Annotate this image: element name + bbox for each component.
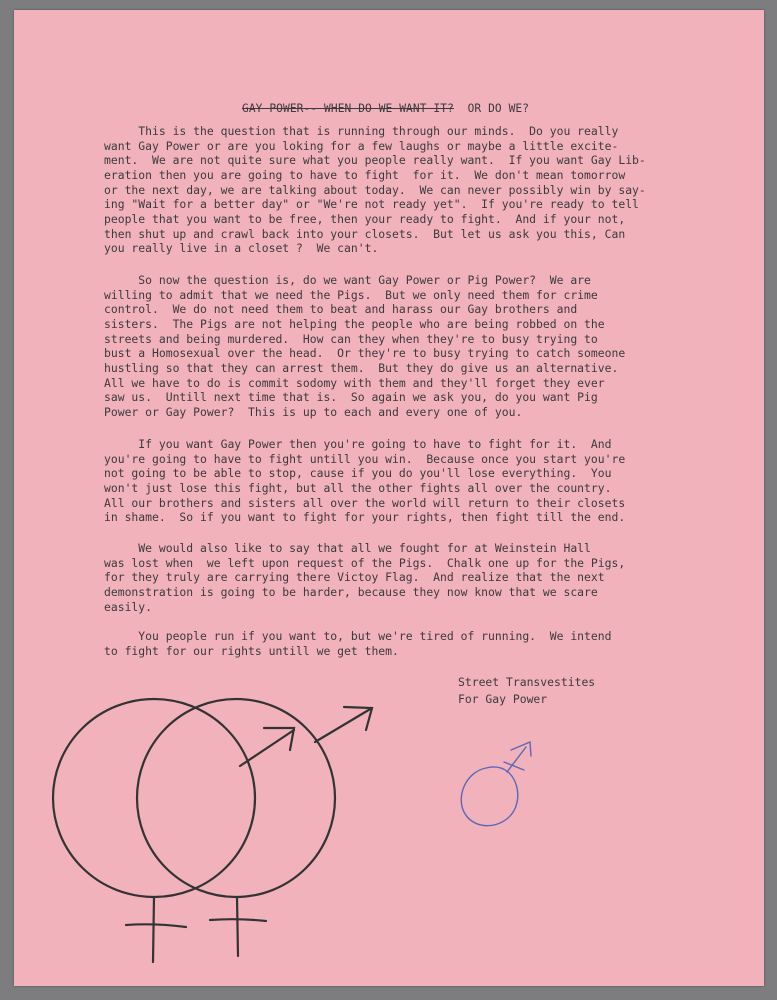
female-symbol-icon — [53, 699, 294, 962]
text-line: control. We do not need them to beat and harass our Gay brothers and — [104, 302, 578, 317]
flyer-page — [14, 10, 764, 986]
text-line: you really live in a closet ? We can't. — [104, 241, 379, 256]
text-line: then shut up and crawl back into your closets. But let us ask you this, Can — [104, 226, 626, 241]
text-line: for they truly are carrying there Victoy Flag. And realize that the next — [104, 570, 605, 585]
text-line: won't just lose this fight, but all the other fights all over the country. — [104, 480, 612, 495]
text-line: streets and being murdered. How can they when they're to busy trying to — [104, 331, 598, 346]
text-line: want Gay Power or are you loking for a few laughs or maybe a little excite- — [104, 138, 619, 153]
text-line: willing to admit that we need the Pigs. But we only need them for crime — [104, 287, 598, 302]
text-line: You people run if you want to, but we're tired of running. We intend — [104, 629, 612, 643]
title-struck-text: GAY POWER-- WHEN DO WE WANT IT? — [242, 102, 454, 115]
text-line: So now the question is, do we want Gay Power or Pig Power? We are — [104, 273, 591, 287]
text-line: sisters. The Pigs are not helping the people who are being robbed on the — [104, 316, 605, 331]
text-line: to fight for our rights untill we get them. — [104, 643, 399, 658]
title-rest-text: OR DO WE? — [453, 102, 530, 115]
signature-line-2: For Gay Power — [458, 692, 548, 706]
text-line: ing "Wait for a better day" or "We're not ready yet". If you're ready to tell — [104, 197, 639, 212]
text-line: you're going to have to fight untill you win. Because once you start you're — [104, 451, 626, 466]
text-line: ment. We are not quite sure what you people really want. If you want Gay Lib- — [104, 153, 646, 168]
male-female-symbol-icon — [137, 699, 372, 956]
text-line: bust a Homosexual over the head. Or they're to busy trying to catch someone — [104, 346, 626, 361]
symbols-drawing — [14, 10, 764, 986]
text-line: hustling so that they can arrest them. But they do give us an alternative. — [104, 360, 619, 375]
text-line: If you want Gay Power then you're going to have to fight for it. And — [104, 437, 612, 451]
text-line: not going to be able to stop, cause if you do you'll lose everything. You — [104, 466, 612, 481]
text-line: was lost when we left upon request of the Pigs. Chalk one up for the Pigs, — [104, 555, 626, 570]
text-line: people that you want to be free, then your ready to fight. And if your not, — [104, 211, 626, 226]
text-line: demonstration is going to be harder, because they now know that we scare — [104, 584, 598, 599]
signature-line-1: Street Transvestites — [458, 675, 596, 689]
text-line: All our brothers and sisters all over the world will return to their closets — [104, 495, 626, 510]
handdrawn-transgender-symbol-icon — [461, 742, 531, 826]
text-line: All we have to do is commit sodomy with them and they'll forget they ever — [104, 375, 605, 390]
text-line: saw us. Untill next time that is. So again we ask you, do you want Pig — [104, 390, 598, 405]
text-line: eration then you are going to have to fight for it. We don't mean tomorrow — [104, 167, 626, 182]
text-line: in shame. So if you want to fight for your rights, then fight till the end. — [104, 510, 626, 525]
text-line: We would also like to say that all we fought for at Weinstein Hall — [104, 541, 591, 555]
text-line: This is the question that is running through our minds. Do you really — [104, 124, 619, 138]
text-line: Power or Gay Power? This is up to each and every one of you. — [104, 404, 523, 419]
text-line: easily. — [104, 599, 153, 614]
text-line: or the next day, we are talking about today. We can never possibly win by say- — [104, 182, 646, 197]
